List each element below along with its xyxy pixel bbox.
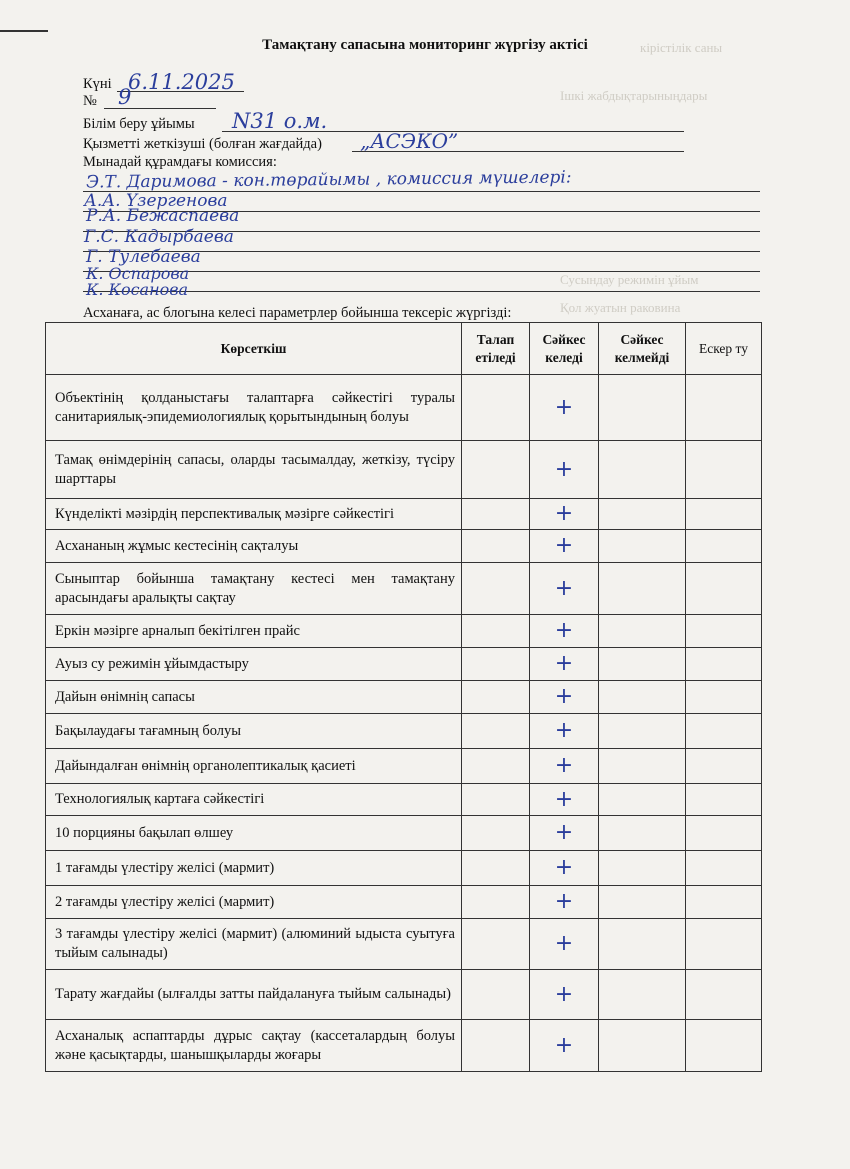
row-noncompliant-cell <box>599 886 686 919</box>
row-required-cell <box>462 648 530 681</box>
commission-member: Г. Тулебаева <box>86 247 201 267</box>
row-required-cell <box>462 851 530 886</box>
row-noncompliant-cell <box>599 499 686 530</box>
row-compliant-mark: + <box>530 648 599 681</box>
table-row <box>46 1020 762 1072</box>
commission-member: Э.Т. Даримова - кон.төрайымы , комиссия мүшелері: <box>85 167 572 193</box>
commission-member: А.А. Үзергенова <box>84 191 228 211</box>
row-required-cell <box>462 499 530 530</box>
org-value: N31 о.м. <box>232 109 328 133</box>
row-noncompliant-cell <box>599 749 686 784</box>
row-note-cell <box>686 714 762 749</box>
table-row <box>46 615 762 648</box>
row-indicator: Бақылаудағы тағамның болуы <box>46 714 462 749</box>
row-indicator: Тамақ өнімдерінің сапасы, оларды тасымалдау, жеткізу, түсіру шарттары <box>46 441 462 499</box>
row-compliant-mark: + <box>530 563 599 615</box>
row-note-cell <box>686 563 762 615</box>
row-indicator: Тарату жағдайы (ылғалды затты пайдалануға тыйым салынады) <box>46 970 462 1020</box>
row-noncompliant-cell <box>599 714 686 749</box>
row-note-cell <box>686 784 762 816</box>
row-compliant-mark: + <box>530 499 599 530</box>
table-row <box>46 499 762 530</box>
row-note-cell <box>686 375 762 441</box>
bleed-through-text: Қол жуатын раковина <box>560 300 681 315</box>
row-required-cell <box>462 816 530 851</box>
supplier-label: Қызметті жеткізуші (болған жағдайда) <box>83 136 322 152</box>
row-note-cell <box>686 919 762 970</box>
row-noncompliant-cell <box>599 970 686 1020</box>
row-indicator: 2 тағамды үлестіру желісі (мармит) <box>46 886 462 919</box>
row-required-cell <box>462 681 530 714</box>
row-noncompliant-cell <box>599 530 686 563</box>
table-row <box>46 563 762 615</box>
row-indicator: Дайындалған өнімнің органолептикалық қасиеті <box>46 749 462 784</box>
bleed-through-text: Сусындау режимін ұйым <box>560 272 699 287</box>
row-note-cell <box>686 970 762 1020</box>
check-intro: Асханаға, ас блогына келесі параметрлер бойынша тексеріс жүргізді: <box>83 305 512 321</box>
row-indicator: Күнделікті мәзірдің перспективалық мәзірге сәйкестігі <box>46 499 462 530</box>
row-noncompliant-cell <box>599 441 686 499</box>
table-row <box>46 441 762 499</box>
row-required-cell <box>462 1020 530 1072</box>
bleed-through-text: кірістілік саны <box>640 40 723 55</box>
row-required-cell <box>462 919 530 970</box>
header-noncompliant: Сәйкес келмейді <box>599 323 686 375</box>
row-indicator: Технологиялық картаға сәйкестігі <box>46 784 462 816</box>
row-compliant-mark: + <box>530 714 599 749</box>
bleed-through-text: Ішкі жабдықтарыныңдары <box>560 88 708 103</box>
row-indicator: Еркін мәзірге арналып бекітілген прайс <box>46 615 462 648</box>
row-compliant-mark: + <box>530 530 599 563</box>
row-noncompliant-cell <box>599 563 686 615</box>
row-noncompliant-cell <box>599 851 686 886</box>
row-noncompliant-cell <box>599 919 686 970</box>
row-noncompliant-cell <box>599 375 686 441</box>
row-note-cell <box>686 1020 762 1072</box>
row-note-cell <box>686 681 762 714</box>
row-required-cell <box>462 615 530 648</box>
row-indicator: Ауыз су режимін ұйымдастыру <box>46 648 462 681</box>
table-row <box>46 714 762 749</box>
row-compliant-mark: + <box>530 886 599 919</box>
row-note-cell <box>686 851 762 886</box>
row-compliant-mark: + <box>530 970 599 1020</box>
row-indicator: Дайын өнімнің сапасы <box>46 681 462 714</box>
commission-member: Р.А. Бежаспаева <box>86 206 240 226</box>
table-row <box>46 970 762 1020</box>
row-indicator: Сыныптар бойынша тамақтану кестесі мен тамақтану арасындағы аралықты сақтау <box>46 563 462 615</box>
row-compliant-mark: + <box>530 784 599 816</box>
commission-member: К. Косанова <box>86 280 189 299</box>
row-compliant-mark: + <box>530 851 599 886</box>
number-value: 9 <box>118 85 132 109</box>
number-label: № <box>83 93 97 109</box>
date-value: 6.11.2025 <box>128 70 235 94</box>
row-required-cell <box>462 714 530 749</box>
row-compliant-mark: + <box>530 816 599 851</box>
header-required: Талап етіледі <box>462 323 530 375</box>
row-noncompliant-cell <box>599 648 686 681</box>
table-row <box>46 375 762 441</box>
table-row <box>46 749 762 784</box>
row-noncompliant-cell <box>599 615 686 648</box>
row-noncompliant-cell <box>599 1020 686 1072</box>
table-header-row <box>46 323 762 375</box>
row-required-cell <box>462 441 530 499</box>
commission-member: К. Оспарова <box>86 264 190 283</box>
row-note-cell <box>686 749 762 784</box>
row-indicator: 10 порцияны бақылап өлшеу <box>46 816 462 851</box>
row-compliant-mark: + <box>530 749 599 784</box>
row-required-cell <box>462 530 530 563</box>
monitoring-table <box>45 322 762 1072</box>
corner-mark <box>0 30 48 32</box>
row-noncompliant-cell <box>599 784 686 816</box>
table-row <box>46 919 762 970</box>
row-compliant-mark: + <box>530 1020 599 1072</box>
row-compliant-mark: + <box>530 681 599 714</box>
header-note: Ескер ту <box>686 323 762 375</box>
row-required-cell <box>462 563 530 615</box>
row-indicator: Асханалық аспаптарды дұрыс сақтау (кассеталардың болуы және қасықтарды, шанышқыларды жоғары <box>46 1020 462 1072</box>
row-noncompliant-cell <box>599 681 686 714</box>
row-noncompliant-cell <box>599 816 686 851</box>
commission-member: Г.С. Кадырбаева <box>84 227 234 247</box>
row-note-cell <box>686 615 762 648</box>
commission-label: Мынадай құрамдағы комиссия: <box>83 154 277 170</box>
row-compliant-mark: + <box>530 441 599 499</box>
row-note-cell <box>686 530 762 563</box>
row-note-cell <box>686 499 762 530</box>
row-required-cell <box>462 375 530 441</box>
row-note-cell <box>686 816 762 851</box>
org-label: Білім беру ұйымы <box>83 116 195 132</box>
header-compliant: Сәйкес келеді <box>530 323 599 375</box>
row-note-cell <box>686 648 762 681</box>
row-note-cell <box>686 441 762 499</box>
table-row <box>46 681 762 714</box>
row-required-cell <box>462 749 530 784</box>
row-note-cell <box>686 886 762 919</box>
table-row <box>46 851 762 886</box>
row-compliant-mark: + <box>530 919 599 970</box>
row-required-cell <box>462 784 530 816</box>
row-required-cell <box>462 886 530 919</box>
table-row <box>46 648 762 681</box>
table-row <box>46 784 762 816</box>
row-required-cell <box>462 970 530 1020</box>
table-row <box>46 816 762 851</box>
document-title: Тамақтану сапасына мониторинг жүргізу актісі <box>262 37 588 53</box>
supplier-value: „АСЭКО” <box>360 129 459 153</box>
table-row <box>46 886 762 919</box>
table-row <box>46 530 762 563</box>
row-compliant-mark: + <box>530 375 599 441</box>
row-indicator: 1 тағамды үлестіру желісі (мармит) <box>46 851 462 886</box>
date-label: Күні <box>83 76 112 92</box>
row-indicator: Асхананың жұмыс кестесінің сақталуы <box>46 530 462 563</box>
row-indicator: Объектінің қолданыстағы талаптарға сәйкестігі туралы санитариялық-эпидемиологиялық қорытындының болуы <box>46 375 462 441</box>
row-compliant-mark: + <box>530 615 599 648</box>
row-indicator: 3 тағамды үлестіру желісі (мармит) (алюминий ыдыста суытуға тыйым салынады) <box>46 919 462 970</box>
header-indicator: Көрсеткіш <box>46 323 462 375</box>
